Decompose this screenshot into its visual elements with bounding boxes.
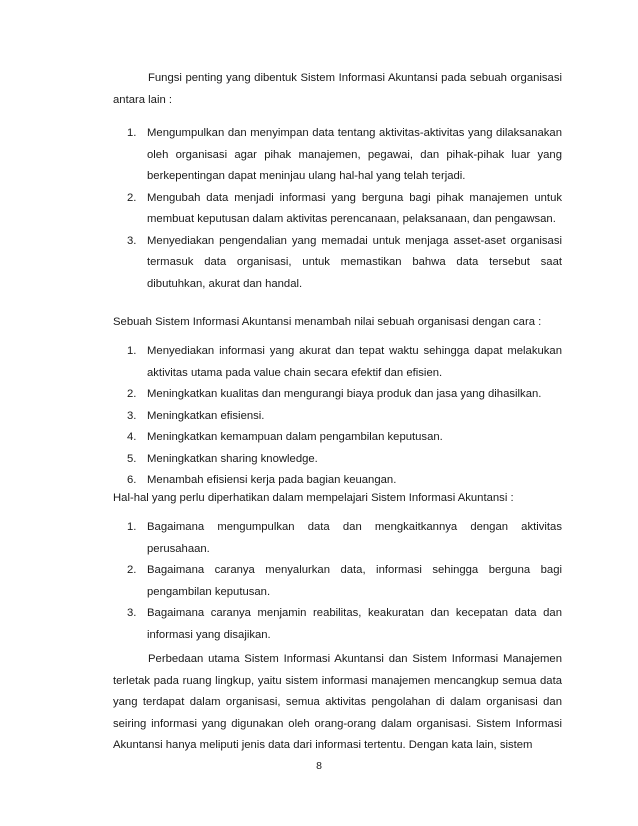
list-item-text: Menyediakan informasi yang akurat dan tepat waktu sehingga dapat melakukan aktivitas utama pada value chain secara efektif dan efisien. — [147, 345, 562, 379]
intro-paragraph: Fungsi penting yang dibentuk Sistem Informasi Akuntansi pada sebuah organisasi antara lain : — [113, 72, 562, 106]
list-item: 2. Mengubah data menjadi informasi yang berguna bagi pihak manajemen untuk membuat keputusan dalam aktivitas perencanaan, pelaksanaan, dan pengawsan. — [127, 191, 562, 225]
section-heading: Hal-hal yang perlu diperhatikan dalam mempelajari Sistem Informasi Akuntansi : — [113, 492, 514, 504]
list-item: 3. Meningkatkan efisiensi. — [127, 409, 265, 422]
list-item-text: Mengubah data menjadi informasi yang berguna bagi pihak manajemen untuk membuat keputusan dalam aktivitas perencanaan, pelaksanaan, dan pengawsan. — [147, 191, 562, 225]
page-number: 8 — [316, 760, 322, 772]
considerations-list — [113, 517, 562, 646]
list-item: 1. Mengumpulkan dan menyimpan data tentang aktivitas-aktivitas yang dilaksanakan oleh organisasi agar pihak manajemen, pegawai, dan pihak-pihak luar yang berkepentingan dapat meninjau ulang hal-hal yang telah terjadi. — [127, 127, 562, 182]
list-item-text: Bagaimana caranya menjamin reabilitas, keakuratan dan kecepatan data dan informasi yang disajikan. — [147, 607, 562, 641]
list-item: 2. Meningkatkan kualitas dan mengurangi biaya produk dan jasa yang dihasilkan. — [127, 388, 542, 400]
list-item: 5. Meningkatkan sharing knowledge. — [127, 452, 318, 465]
list-item-text: Bagaimana mengumpulkan data dan mengkaitkannya dengan aktivitas perusahaan. — [147, 521, 562, 555]
list-item-text: Bagaimana caranya menyalurkan data, informasi sehingga berguna bagi pengambilan keputusan. — [147, 564, 562, 598]
list-item-text: Meningkatkan efisiensi. — [147, 409, 265, 422]
value-list — [113, 341, 562, 492]
list-item-text: Menambah efisiensi kerja pada bagian keuangan. — [147, 474, 397, 486]
functions-list — [113, 123, 562, 295]
list-item-text: Meningkatkan sharing knowledge. — [147, 452, 318, 465]
list-item: 3. Menyediakan pengendalian yang memadai untuk menjaga asset-aset organisasi termasuk data organisasi, untuk memastikan bahwa data tersebut saat dibutuhkan, akurat dan handal. — [127, 234, 562, 290]
list-item-text: Mengumpulkan dan menyimpan data tentang aktivitas-aktivitas yang dilaksanakan oleh organisasi agar pihak manajemen, pegawai, dan pihak-pihak luar yang berkepentingan dapat meninjau ulang hal-hal yang telah terjadi. — [147, 127, 562, 182]
list-item: 2. Bagaimana caranya menyalurkan data, informasi sehingga berguna bagi pengambilan keputusan. — [127, 564, 562, 598]
closing-paragraph: Perbedaan utama Sistem Informasi Akuntansi dan Sistem Informasi Manajemen terletak pada ruang lingkup, yaitu sistem informasi manajemen mencangkup semua data yang terdapat dalam organisasi, semua aktivitas pengolahan di dalam organisasi dan seiring informasi yang digunakan oleh orang-orang dalam organisasi. Sistem Informasi Akuntansi hanya meliputi jenis data dari informasi tertentu. Dengan kata lain, sistem — [113, 653, 562, 751]
list-item: 3. Bagaimana caranya menjamin reabilitas, keakuratan dan kecepatan data dan informasi yang disajikan. — [127, 607, 562, 641]
section-heading: Sebuah Sistem Informasi Akuntansi menambah nilai sebuah organisasi dengan cara : — [113, 316, 542, 328]
list-item-text: Meningkatkan kemampuan dalam pengambilan keputusan. — [147, 431, 443, 443]
list-item-text: Meningkatkan kualitas dan mengurangi biaya produk dan jasa yang dihasilkan. — [147, 388, 542, 400]
list-item: 6. Menambah efisiensi kerja pada bagian keuangan. — [127, 474, 397, 486]
list-item: 1. Bagaimana mengumpulkan data dan mengkaitkannya dengan aktivitas perusahaan. — [127, 521, 562, 555]
list-item-text: Menyediakan pengendalian yang memadai untuk menjaga asset-aset organisasi termasuk data organisasi, untuk memastikan bahwa data tersebut saat dibutuhkan, akurat dan handal. — [147, 234, 562, 290]
list-item: 4. Meningkatkan kemampuan dalam pengambilan keputusan. — [127, 431, 443, 443]
list-item: 1. Menyediakan informasi yang akurat dan tepat waktu sehingga dapat melakukan aktivitas utama pada value chain secara efektif dan efisien. — [127, 345, 562, 379]
